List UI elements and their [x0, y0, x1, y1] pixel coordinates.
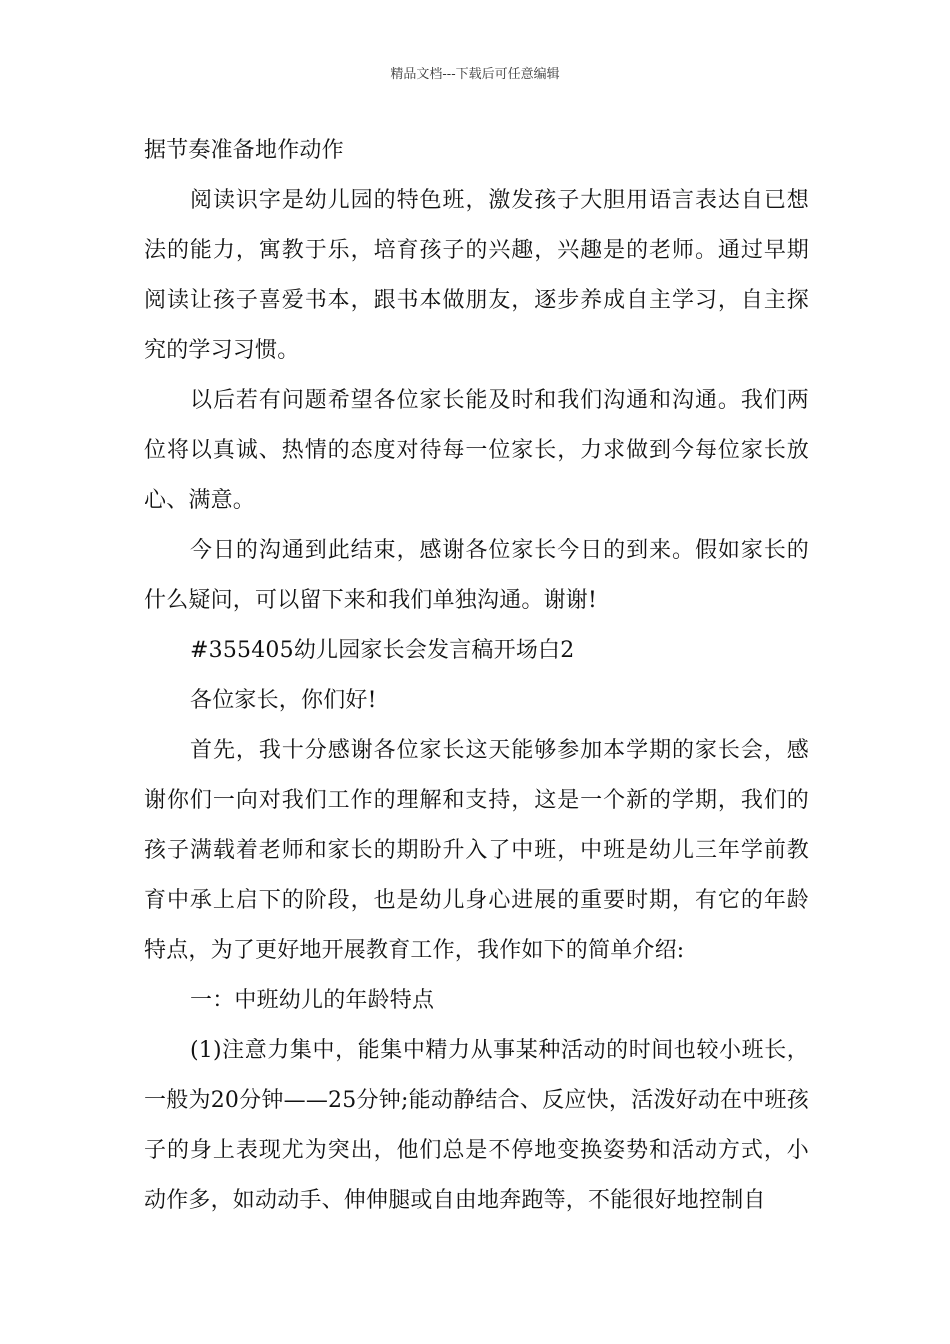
- page-header: 精品文档---下载后可任意编辑: [390, 67, 560, 82]
- paragraph-continuation: 据节奏准备地作动作: [144, 138, 344, 163]
- paragraph-closing-thanks: 今日的沟通到此结束，感谢各位家长今日的到来。假如家长的什么疑问，可以留下来和我们单独沟通。谢谢!: [144, 538, 809, 613]
- document-body: [144, 126, 809, 1226]
- paragraph-attention: (1)注意力集中，能集中精力从事某种活动的时间也较小班长，一般为20分钟——25分钟;能动静结合、反应快，活泼好动在中班孩子的身上表现尤为突出，他们总是不停地变换姿势和活动方式，小动作多，如动动手、伸伸腿或自由地奔跑等，不能很好地控制自: [144, 1038, 809, 1213]
- section-title: #355405幼儿园家长会发言稿开场白2: [190, 638, 575, 663]
- greeting: 各位家长，你们好!: [190, 688, 377, 713]
- paragraph-communication: 以后若有问题希望各位家长能及时和我们沟通和沟通。我们两位将以真诚、热情的态度对待每一位家长，力求做到今每位家长放心、满意。: [144, 388, 809, 513]
- paragraph-reading-literacy: 阅读识字是幼儿园的特色班，激发孩子大胆用语言表达自已想法的能力，寓教于乐，培育孩子的兴趣，兴趣是的老师。通过早期阅读让孩子喜爱书本，跟书本做朋友，逐步养成自主学习，自主探究的学习习惯。: [144, 188, 809, 363]
- subheading-age-characteristics: 一：中班幼儿的年龄特点: [190, 988, 435, 1013]
- paragraph-introduction: 首先，我十分感谢各位家长这天能够参加本学期的家长会，感谢你们一向对我们工作的理解和支持，这是一个新的学期，我们的孩子满载着老师和家长的期盼升入了中班，中班是幼儿三年学前教育中承上启下的阶段，也是幼儿身心进展的重要时期，有它的年龄特点，为了更好地开展教育工作，我作如下的简单介绍:: [144, 738, 809, 963]
